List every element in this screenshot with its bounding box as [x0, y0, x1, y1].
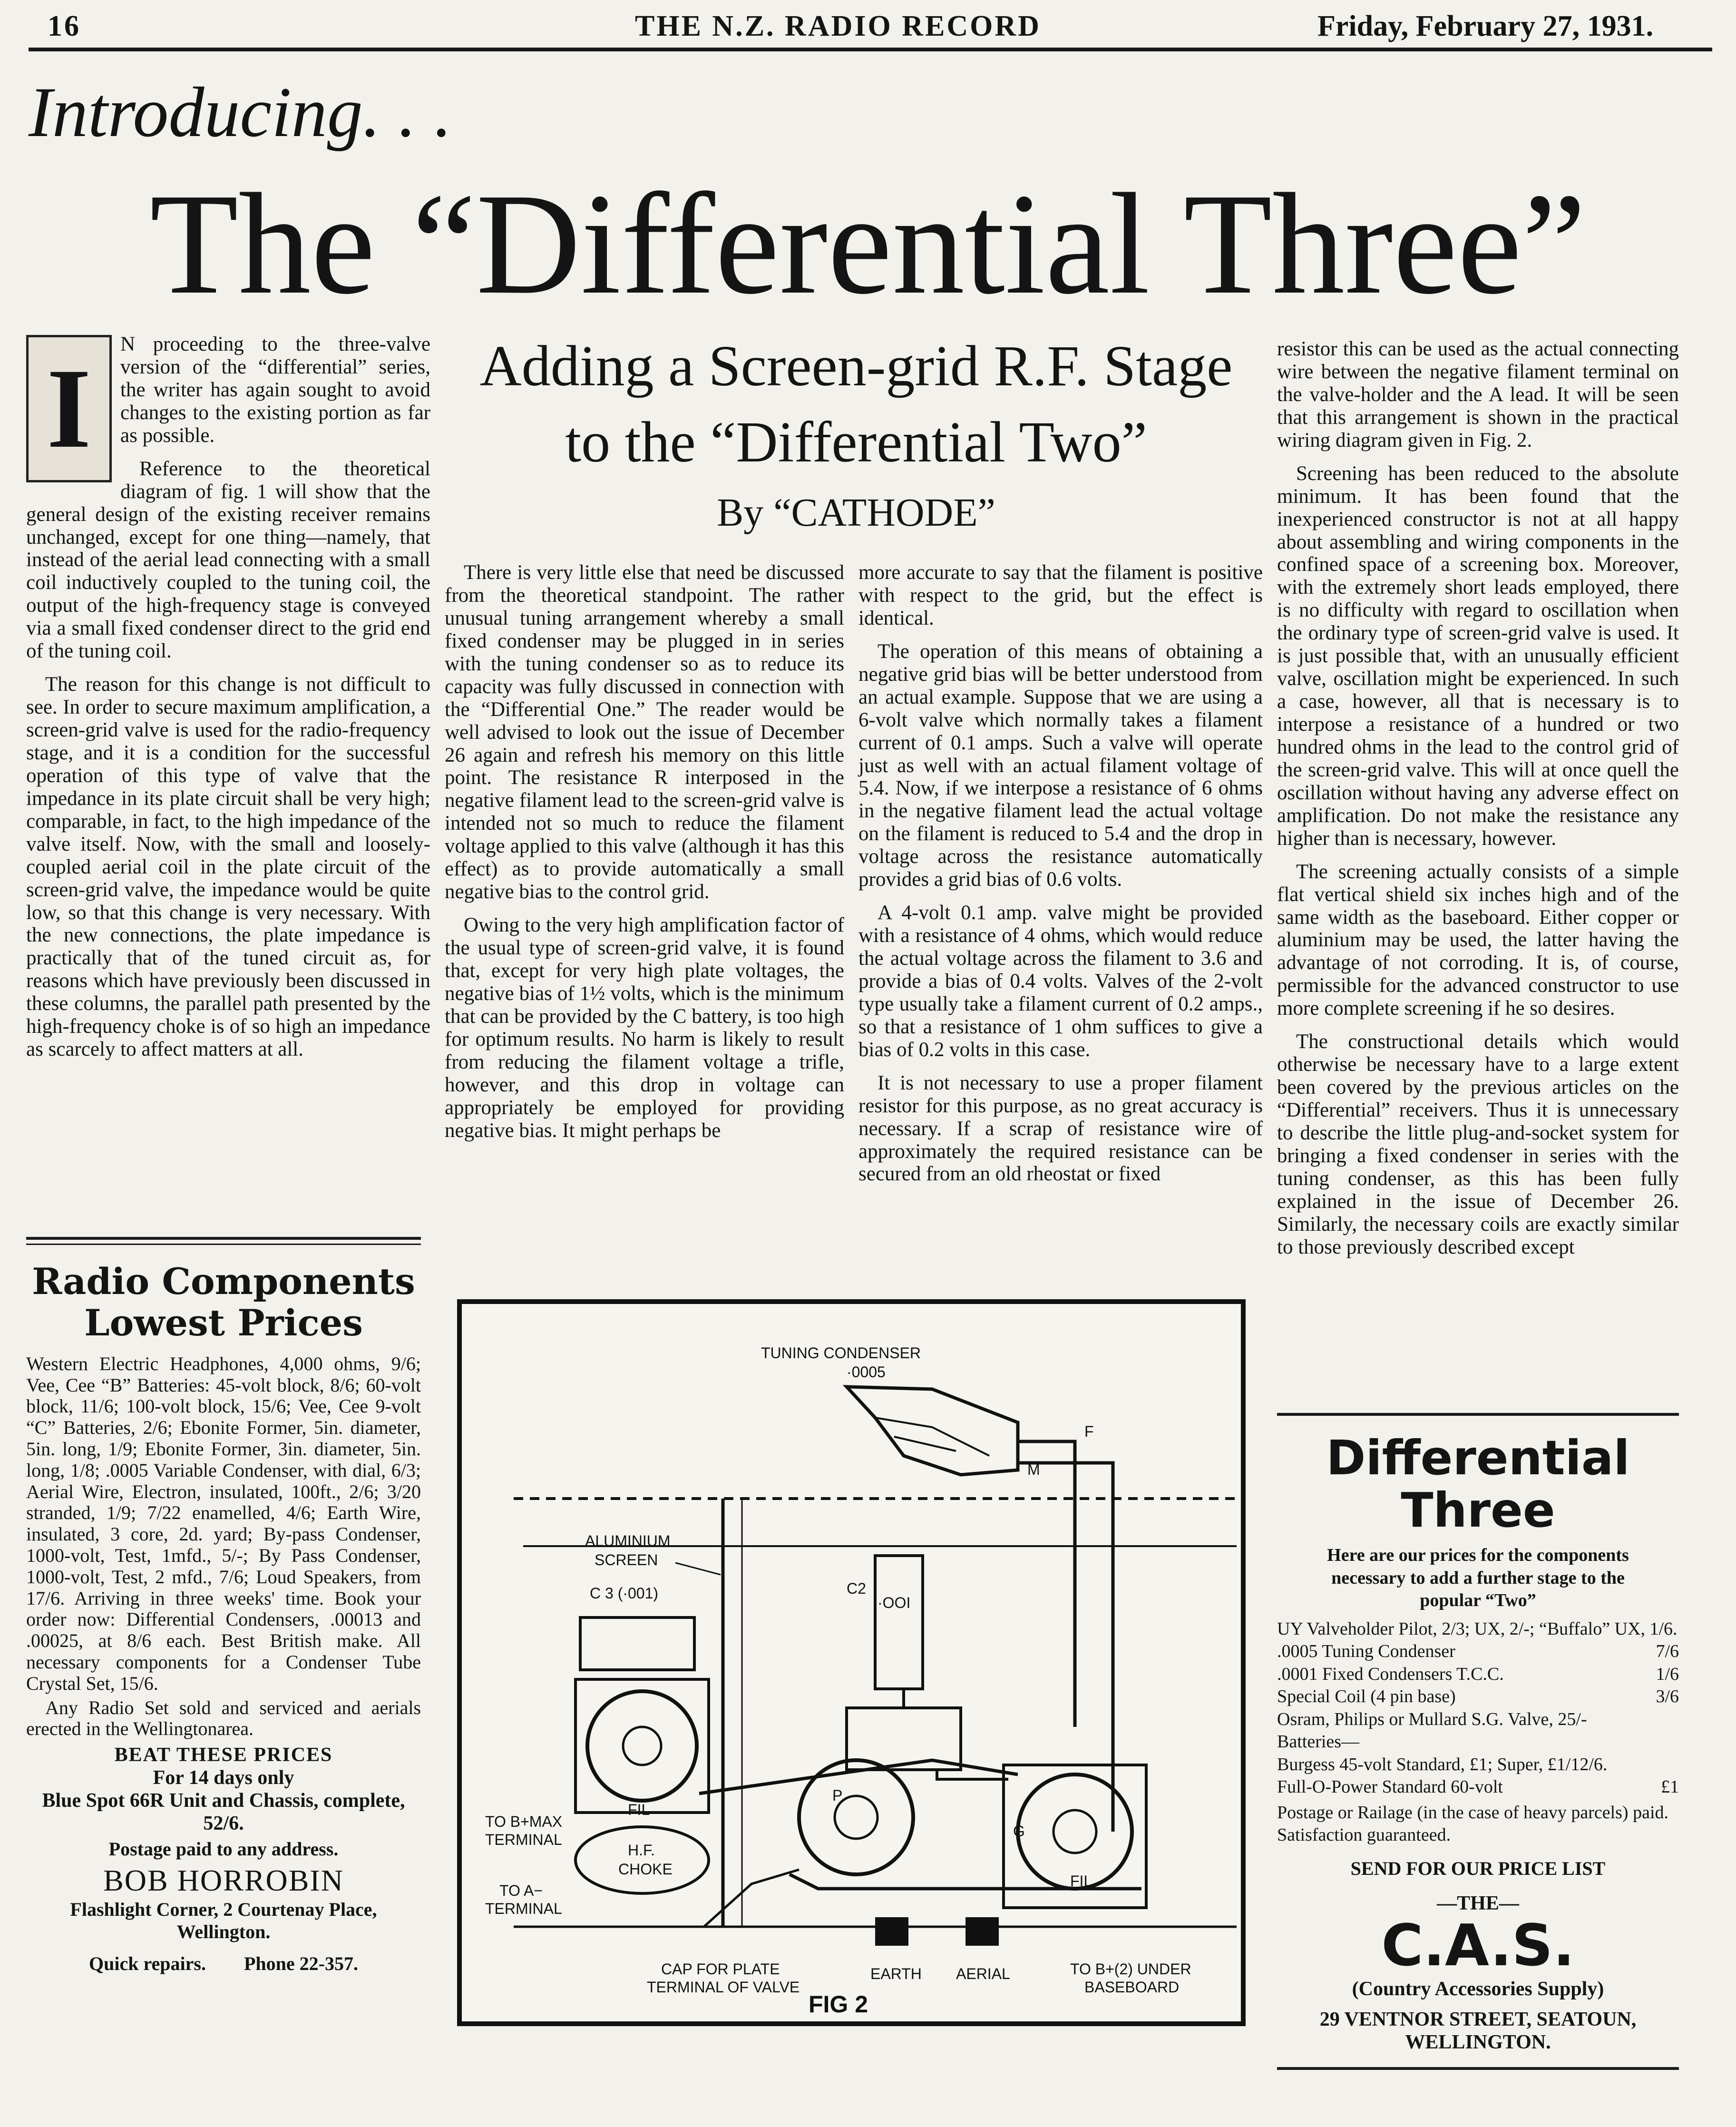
pin-p-label: P [832, 1787, 843, 1804]
drop-cap: I [26, 335, 112, 482]
hf-choke-label-1: H.F. [628, 1842, 655, 1859]
ad-service: Any Radio Set sold and serviced and aerials erected in the Wellingtonarea. [26, 1696, 421, 1740]
price-row: .0001 Fixed Condensers T.C.C. 1/6 [1277, 1664, 1679, 1684]
ad-right-postage: Postage or Railage (in the case of heavy parcels) paid. Satisfaction guaranteed. [1277, 1802, 1669, 1845]
kicker: Introducing. . . [29, 73, 452, 152]
article-column-2 [445, 561, 844, 1152]
ad-right-company: C.A.S. [1381, 1912, 1575, 1979]
paragraph: The operation of this means of obtaining a negative grid bias will be better understood from an actual example. Suppose that we are using a 6-volt valve which normally takes a filament current of 0.1 amps. Such a valve will operate just as well with an actual filament voltage of 5.4. Now, if we interpose a resistance of 6 ohms in the negative filament lead the actual voltage on the filament is reduced to 5.4 and the drop in voltage across the resistance automatically provides a grid bias of 0.6 volts. [858, 640, 1263, 891]
ad-right-address-1: 29 VENTNOR STREET, SEATOUN, [1319, 2008, 1637, 2030]
paragraph: more accurate to say that the filament is positive with respect to the grid, but the effect is identical. [858, 561, 1263, 629]
wiring-diagram [457, 1299, 1246, 2027]
aerial-terminal [966, 1917, 999, 1946]
ad-title-line-1: Radio Components [32, 1260, 415, 1303]
bmax-label-2: TERMINAL [485, 1831, 562, 1848]
subtitle-line-1: Adding a Screen-grid R.F. Stage [479, 334, 1233, 398]
ad-right-price-list [1277, 1618, 1679, 1799]
ad-right-rule-bottom [1277, 2067, 1679, 2070]
pin-g-label: G [1013, 1823, 1025, 1840]
ad-postage: Postage paid to any address. [108, 1838, 339, 1860]
paragraph: resistor this can be used as the actual connecting wire between the negative filament terminal on the valve-holder and the A lead. It will be seen that this arrangement is shown in the practical wiring diagram given in Fig. 2. [1277, 338, 1679, 451]
earth-label: EARTH [870, 1965, 922, 1982]
ad-price-list: Western Electric Headphones, 4,000 ohms, 9/6; Vee, Cee “B” Batteries: 45-volt block, 8/6; 60-volt block, 11/6; 100-volt block, 15/6; Vee, Cee 9-volt “C” Batteries, 2/6; Ebonite Former, 5in. diameter, 5in. long, 1/9; Ebonite Former, 3in. diameter, 5in. long, 1/8; .0005 Variable Condenser, with dial, 6/3; Aerial Wire, Electron, insulated, 100ft., 2/6; 3/20 stranded, 1/9; 7/22 enamelled, 4/6; Earth Wire, insulated, 3 core, 2d. yard; By-pass Condenser, 1000-volt, Test, 1mfd., 5/-; By Pass Condenser, 1000-volt, Test, 2 mfd., 7/6; Loud Speakers, from 17/6. Arriving in three weeks' time. Book your order now: Differential Condensers, .00013 and .00025, at 8/6 each. Best British make. All necessary components for a Condenser Tube Crystal Set, 15/6. [26, 1353, 421, 1694]
ad-address: Flashlight Corner, 2 Courtenay Place, Wellington. [70, 1899, 377, 1943]
aerial-label: AERIAL [956, 1965, 1010, 1982]
issue-date: Friday, February 27, 1931. [1317, 10, 1654, 42]
ad-rule-top-thin [26, 1244, 421, 1245]
diagram-frame [459, 1302, 1243, 2024]
ad-differential-three [1277, 1432, 1679, 2054]
b2-label-1: TO B+(2) UNDER [1070, 1960, 1191, 1978]
a-minus-label-2: TERMINAL [485, 1900, 562, 1917]
paragraph: Owing to the very high amplification factor of the usual type of screen-grid valve, it is found that, except for very high plate voltages, the negative bias of 1½ volts, which is the minimum that can be provided by the C battery, is too high for optimum results. No harm is likely to result from reducing the filament voltage a trifle, however, and this drop in voltage can appropriately be employed for providing negative bias. It might perhaps be [445, 914, 844, 1142]
publication-name: THE N.Z. RADIO RECORD [635, 10, 1041, 42]
hf-choke-label-2: CHOKE [618, 1861, 673, 1878]
article-title: The “Differential Three” [149, 163, 1587, 324]
ad-phone: Phone 22-357. [244, 1953, 358, 1975]
ad-right-title: Differential Three [1326, 1430, 1630, 1538]
figure-caption: FIG 2 [809, 1991, 868, 2018]
paragraph: N proceeding to the three-valve version of the “differential” series, the writer has again sought to avoid changes to the existing portion as far as possible. [120, 333, 430, 447]
ad-right-rule-top [1277, 1413, 1679, 1416]
paragraph: The reason for this change is not difficult to see. In order to secure maximum amplification, a screen-grid valve is used for the radio-frequency stage, and it is a condition for the successful operation of this type of valve that the impedance in its plate circuit shall be very high; comparable, in fact, to the high impedance of the valve itself. Now, with the small and loosely-coupled aerial coil in the plate circuit of the screen-grid valve, the impedance would be quite low, so that this change is very necessary. With the new connections, the plate impedance is practically that of the tuned circuit as, for reasons which have previously been discussed in these columns, the parallel path presented by the high-frequency choke is of so high an impedance as scarcely to affect matters at all. [26, 673, 430, 1061]
cap-label-1: CAP FOR PLATE [661, 1960, 780, 1978]
paragraph: There is very little else that need be discussed from the theoretical standpoint. The rather unusual tuning arrangement whereby a small fixed condenser may be plugged in in series with the tuning condenser so as to reduce its capacity was fully discussed in connection with the “Differential One.” The reader would be well advised to look out the issue of December 26 again and refresh his memory on this little point. The resistance R interposed in the negative filament lead to the screen-grid valve is intended not so much to reduce the filament voltage applied to this valve (although it has this effect) as to provide automatically a small negative bias to the control grid. [445, 561, 844, 903]
ad-right-the: —THE— [1437, 1892, 1519, 1914]
price-row: Special Coil (4 pin base) 3/6 [1277, 1686, 1679, 1706]
ad-right-address-2: WELLINGTON. [1405, 2031, 1551, 2053]
ad-offer: Blue Spot 66R Unit and Chassis, complete, 52/6. [42, 1790, 405, 1835]
b2-label-2: BASEBOARD [1084, 1979, 1180, 1996]
ad-repairs: Quick repairs. [89, 1953, 206, 1975]
ad-title-line-2: Lowest Prices [84, 1302, 363, 1344]
ad-beat-prices: BEAT THESE PRICES [114, 1744, 333, 1766]
header-rule [29, 48, 1712, 51]
price-row: Full-O-Power Standard 60-volt £1 [1277, 1777, 1679, 1797]
paragraph: It is not necessary to use a proper filament resistor for this purpose, as no great accuracy is necessary. If a scrap of resistance wire of approximately the required resistance can be secured from an old rheostat or fixed [858, 1071, 1263, 1186]
a-minus-label-1: TO A− [499, 1882, 543, 1899]
aluminium-label: ALUMINIUM [585, 1532, 671, 1549]
byline: By “CATHODE” [717, 490, 995, 535]
price-row: Batteries— [1277, 1732, 1360, 1752]
tuning-condenser-label: TUNING CONDENSER [761, 1344, 921, 1362]
article-column-4 [1277, 338, 1679, 1269]
c2-label: C2 [847, 1580, 866, 1597]
paragraph: Reference to the theoretical diagram of fig. 1 will show that the general design of the existing receiver remains unchanged, except for one thing—namely, that instead of the aerial lead connecting with a small coil inductively coupled to the tuning coil, the output of the high-frequency stage is conveyed via a small fixed condenser direct to the grid end of the tuning coil. [26, 457, 430, 663]
c3-label: C 3 (·001) [590, 1585, 659, 1602]
paragraph: Screening has been reduced to the absolute minimum. It has been found that the inexperienced constructor is not at all happy about assembling and wiring components in the confined space of a screening box. Moreover, with the extremely short leads employed, there is no difficulty with regard to oscillation when the ordinary type of screen-grid valve is used. It is just possible that, with an unusually efficient valve, oscillation might be experienced. In such a case, however, all that is necessary is to interpose a resistance of a hundred or two hundred ohms in the lead to the control grid of the screen-grid valve. This will at once quell the oscillation without having any adverse effect on amplification. Do not make the resistance any higher than is necessary, however. [1277, 462, 1679, 850]
subtitle-line-2: to the “Differential Two” [565, 410, 1147, 474]
ad-right-send: SEND FOR OUR PRICE LIST [1350, 1857, 1606, 1879]
c2-value: ·OOI [878, 1594, 911, 1611]
ad-days: For 14 days only [153, 1767, 294, 1789]
fil-label-1: FIL [628, 1801, 650, 1818]
label-m: M [1027, 1461, 1040, 1478]
ad-contact [26, 1952, 421, 1975]
ad-advertiser-name: BOB HORROBIN [103, 1863, 344, 1898]
ad-radio-components [26, 1261, 421, 1975]
paragraph: The screening actually consists of a simple flat vertical shield six inches high and of the same width as the baseboard. Either copper or aluminium may be used, the latter having the advantage of not corroding. It is, of course, permissible for the advanced constructor to use more complete screening if he so desires. [1277, 860, 1679, 1020]
paragraph: The constructional details which would otherwise be necessary have to a large extent been covered by the previous articles on the “Differential” receivers. Thus it is unnecessary to describe the little plug-and-socket system for bringing a fixed condenser in series with the tuning condenser, as this has been fully explained in the issue of December 26. Similarly, the necessary coils are exactly similar to those previously described except [1277, 1030, 1679, 1258]
ad-body [26, 1353, 421, 1740]
ad-rule-top [26, 1237, 421, 1240]
price-row: Burgess 45-volt Standard, £1; Super, £1/12/6. [1277, 1754, 1608, 1774]
article-column-3 [858, 561, 1263, 1196]
ad-right-company-full: (Country Accessories Supply) [1352, 1978, 1604, 2000]
bmax-label-1: TO B+MAX [485, 1813, 563, 1830]
ad-right-intro: Here are our prices for the components necessary to add a further stage to the popular “Two” [1327, 1545, 1629, 1610]
price-row: UY Valveholder Pilot, 2/3; UX, 2/-; “Buffalo” UX, 1/6. [1277, 1618, 1677, 1639]
tuning-condenser-value: ·0005 [847, 1363, 886, 1381]
article-column-1 [26, 333, 430, 1071]
paragraph: A 4-volt 0.1 amp. valve might be provided with a resistance of 4 ohms, which would reduce the actual voltage across the filament to 3.6 and provide a bias of 0.4 volts. Valves of the 2-volt type usually take a filament current of 0.2 amps., so that a resistance of 1 ohm suffices to give a bias of 0.2 volts in this case. [858, 902, 1263, 1061]
price-row: .0005 Tuning Condenser 7/6 [1277, 1641, 1679, 1661]
fil-label-3: FIL [1070, 1872, 1092, 1890]
page-number: 16 [48, 10, 81, 42]
cap-label-2: TERMINAL OF VALVE [647, 1979, 800, 1996]
price-row: Osram, Philips or Mullard S.G. Valve, 25/- [1277, 1709, 1587, 1729]
screen-label: SCREEN [595, 1551, 658, 1568]
label-f: F [1084, 1423, 1094, 1440]
earth-terminal [875, 1917, 908, 1946]
